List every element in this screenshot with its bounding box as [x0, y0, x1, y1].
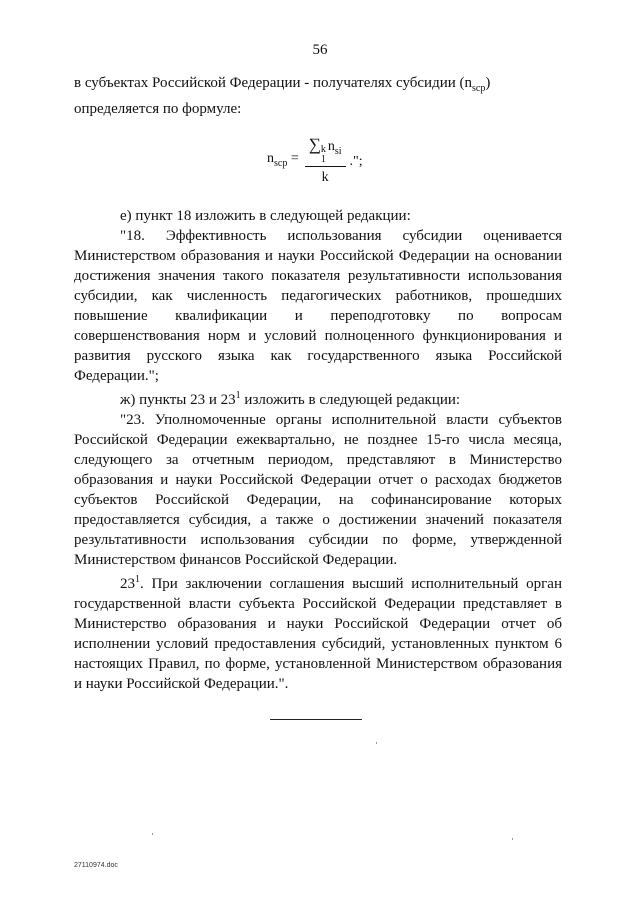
end-divider: [270, 719, 362, 720]
intro-paragraph-line2: определяется по формуле:: [74, 101, 242, 117]
scan-speck: [152, 833, 153, 835]
paragraph-23: "23. Уполномоченные органы исполнительной власти субъектов Российской Федерации ежеквартально, не позднее 15-го числа месяца, следующего за отчетным периодом, представляют в Министерство образования и науки Российской Федерации отчет о расходах бюджетов субъектов Российской Федерации, на софинансирование которых предоставляется субсидия, а также о достижении значений показателя результативности использования субсидии по форме, утвержденной Министерством финансов Российской Федерации.: [74, 412, 562, 568]
scan-speck: [376, 742, 377, 744]
paragraph-23-1-text: . При заключении соглашения высший исполнительный орган государственной власти субъекта Российской Федерации представляет в Министерство образования и науки Российской Федерации отчет об исполнении условий предоставления субсидий, установленных пунктом 6 настоящих Правил, по форме, установленной Министерством образования и науки Российской Федерации.".: [74, 576, 562, 692]
paragraph-23-1-sup: 1: [135, 574, 140, 585]
footer-filename: 27110974.doc: [74, 862, 118, 869]
item-zh-heading-sup: 1: [235, 390, 241, 401]
formula-term-sub: si: [334, 146, 342, 157]
formula-fraction: [305, 135, 346, 188]
item-e-heading: е) пункт 18 изложить в следующей редакции:: [120, 208, 411, 224]
formula-tail: .";: [349, 153, 363, 169]
paragraph-23-1-number: 23: [120, 576, 135, 592]
formula-lhs-var: n: [267, 151, 274, 166]
item-zh-heading-a: ж) пункты 23 и 23: [120, 392, 236, 408]
formula-denominator: k: [321, 170, 329, 185]
paragraph-23-1: [74, 570, 562, 694]
intro-close-paren: ): [485, 75, 491, 91]
paragraph-18: "18. Эффективность использования субсидии оценивается Министерством образования и науки Российской Федерации на основании достижения значения такого показателя результативности использования субсидии, как численность педагогических работников, прошедших повышение квалификации и переподготовку по вопросам совершенствования норм и условий полноценного функционирования и развития русского языка как государственного языка Российской Федерации.";: [74, 228, 562, 384]
intro-subscript: scp: [472, 83, 486, 94]
formula-numerator: [305, 135, 346, 167]
intro-text: в субъектах Российской Федерации - получателях субсидии (n: [74, 75, 472, 91]
sum-lower: 1: [320, 154, 326, 165]
scan-speck: [512, 838, 513, 840]
formula-lhs: [267, 149, 299, 174]
document-body: [74, 73, 562, 694]
formula: [267, 135, 562, 188]
formula-lhs-sub: scp: [274, 158, 288, 169]
page-number: 56: [312, 42, 328, 58]
formula-equals: =: [290, 151, 299, 166]
item-zh-heading: [74, 386, 562, 410]
item-zh-heading-b: изложить в следующей редакции:: [240, 392, 461, 408]
sum-limits: [321, 145, 326, 165]
intro-paragraph: [74, 73, 562, 99]
sum-symbol: ∑: [308, 135, 321, 154]
formula-term: n: [327, 139, 335, 154]
sum-upper: k: [320, 144, 326, 155]
